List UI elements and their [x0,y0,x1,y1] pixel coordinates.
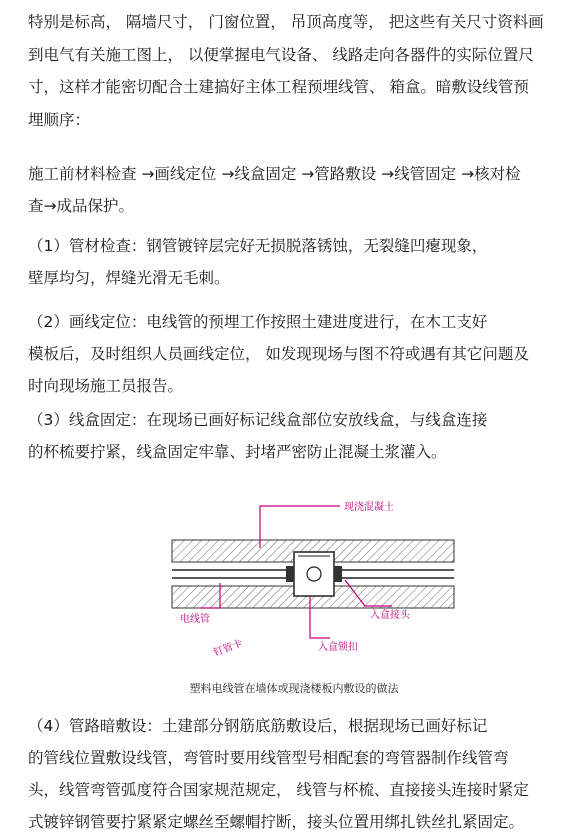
text-line: 特别是标高， 隔墙尺寸， 门窗位置， 吊顶高度等， 把这些有关尺寸资料画 [28,13,544,31]
label-concrete: 现浇混凝土 [344,502,394,513]
text-line: 施工前材料检查 →画线定位 →线盒固定 →管路敷设 →线管固定 →核对检 [28,165,521,183]
text-line: 埋顺序： [28,111,91,129]
conduit-installation-figure [160,488,460,703]
text-line: 模板后，及时组织人员画线定位， 如发现现场与图不符或遇有其它问题及 [28,345,529,363]
label-pipe-card: 钉管卡 [212,638,245,659]
label-lock-nut: 入盒锁扣 [318,642,358,653]
text-line: 的管线位置敷设线管，弯管时要用线管型号相配套的弯管器制作线管弯 [28,749,509,767]
text-line: （4）管路暗敷设：土建部分钢筋底筋敷设后，根据现场已画好标记 [28,717,488,735]
text-line: （1）管材检查：钢管镀锌层完好无损脱落锈蚀，无裂缝凹瘪现象， [28,237,488,255]
label-box-connector: 入盒接头 [370,610,410,621]
text-line: （3）线盒固定：在现场已画好标记线盒部位安放线盒，与线盒连接 [28,411,488,429]
text-line: 到电气有关施工图上， 以便掌握电气设备、 线路走向各器件的实际位置尺 [28,46,534,64]
connector-right [334,566,342,582]
text-line: （2）画线定位：电线管的预埋工作按照土建进度进行，在木工支好 [28,313,488,331]
junction-box [294,552,334,596]
text-line: 式镀锌钢管要拧紧紧定螺丝至螺帽拧断，接头位置用绑扎铁丝扎紧固定。 [28,813,525,831]
text-line: 壁厚均匀，焊缝光滑无毛刺。 [28,269,230,287]
figure-caption: 塑料电线管在墙体或现浇楼板内敷设的做法 [189,682,399,695]
text-line: 查→成品保护。 [28,197,134,215]
text-line: 寸，这样才能密切配合土建搞好主体工程预埋线管、 箱盒。暗敷设线管预 [28,78,529,96]
text-line: 时向现场施工员报告。 [28,377,184,395]
label-conduit: 电线管 [180,614,210,625]
connector-left [286,566,294,582]
conduit-diagram [160,488,460,703]
text-line: 的杯梳要拧紧，线盒固定牢靠、封堵严密防止混凝土浆灌入。 [28,443,447,461]
leader-concrete [260,506,340,518]
text-line: 头，线管弯管弧度符合国家规范规定， 线管与杯梳、直接接头连接时紧定 [28,781,529,799]
